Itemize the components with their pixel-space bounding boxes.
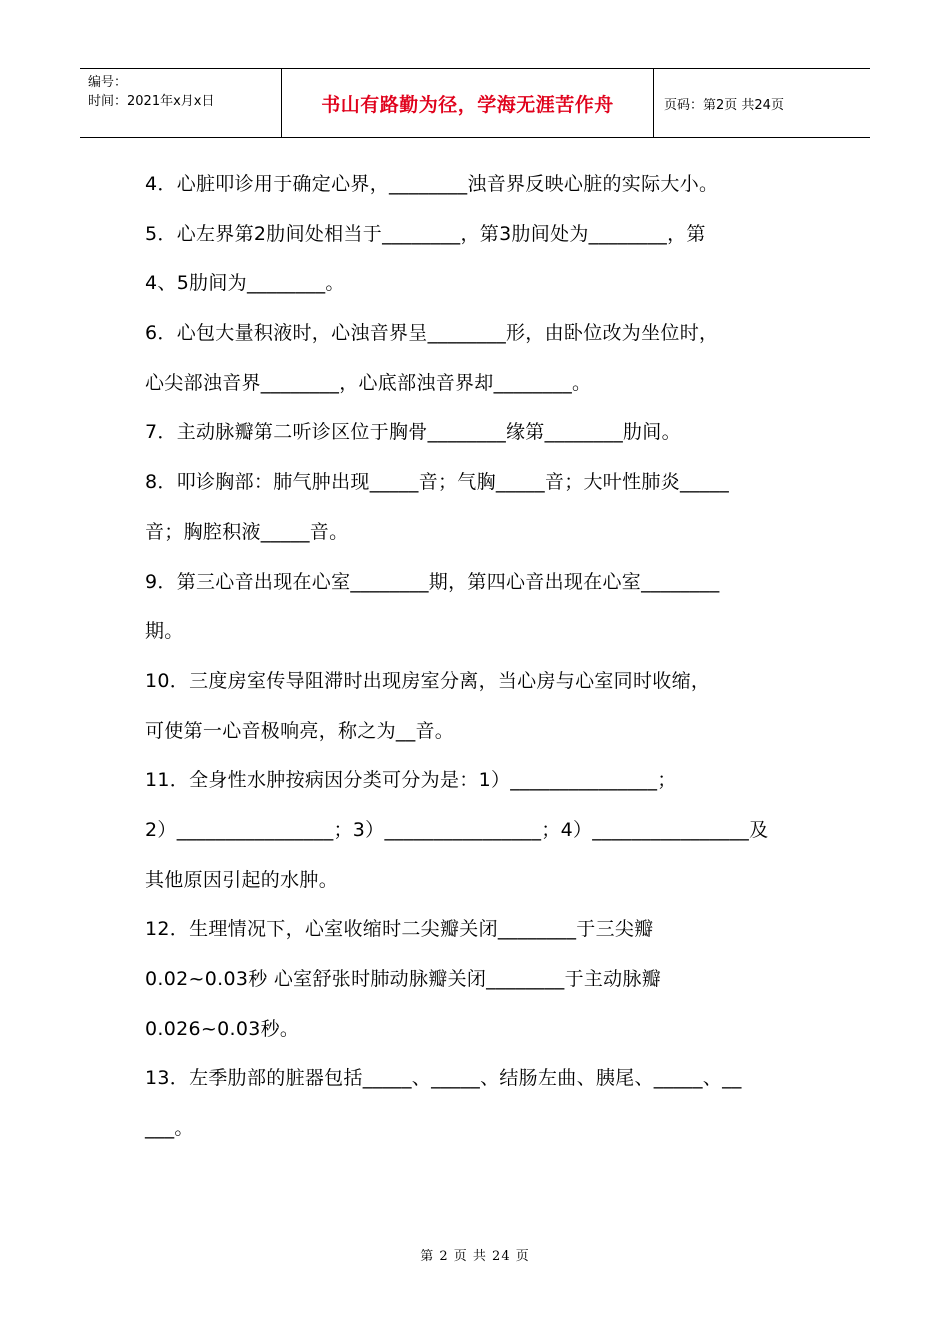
page-footer: 第 2 页 共 24 页 (420, 1249, 530, 1264)
text-line: 7．主动脉瓣第二听诊区位于胸骨________缘第________肋间。 (145, 421, 681, 444)
text-line: 10．三度房室传导阻滞时出现房室分离，当心房与心室同时收缩， (145, 669, 711, 692)
text-line: 期。 (145, 620, 184, 643)
text-line: 5．心左界第2肋间处相当于________，第3肋间处为________，第 (145, 222, 706, 245)
text-line: 9．第三心音出现在心室________期，第四心音出现在心室________ (145, 570, 720, 593)
text-line: 音；胸腔积液_____音。 (145, 520, 349, 543)
text-line: 其他原因引起的水肿。 (145, 868, 339, 891)
text-line: 可使第一心音极响亮，称之为__音。 (145, 719, 455, 742)
text-line: 12．生理情况下，心室收缩时二尖瓣关闭________于三尖瓣 (145, 918, 654, 941)
text-line: 4、5肋间为________。 (145, 272, 345, 295)
text-line: 4．心脏叩诊用于确定心界，________浊音界反映心脏的实际大小。 (145, 173, 719, 195)
text-line: 6．心包大量积液时，心浊音界呈________形，由卧位改为坐位时， (145, 322, 719, 345)
text-line: 0.026~0.03秒。 (145, 1017, 300, 1040)
question-content (145, 160, 825, 1154)
header-slogan-cell (281, 69, 654, 137)
slogan: 书山有路勤为径，学海无涯苦作舟 (321, 93, 614, 116)
header-meta (80, 69, 281, 137)
document-header (80, 68, 870, 138)
number-label: 编号： (88, 75, 128, 90)
text-line: 0.02~0.03秒 心室舒张时肺动脉瓣关闭________于主动脉瓣 (145, 968, 662, 990)
header-page-code-cell (654, 69, 870, 137)
date-label: 时间：2021年x月x日 (88, 94, 215, 109)
text-line: 2）________________；3）________________；4）________________及 (145, 818, 769, 841)
text-line: ___。 (145, 1117, 194, 1140)
page-code: 页码：第2页 共24页 (664, 97, 784, 113)
text-line: 11．全身性水肿按病因分类可分为是：1）_______________； (145, 769, 677, 792)
text-line: 心尖部浊音界________，心底部浊音界却________。 (145, 371, 592, 394)
text-line: 8．叩诊胸部：肺气肿出现_____音；气胸_____音；大叶性肺炎_____ (145, 471, 729, 494)
text-line: 13．左季肋部的脏器包括_____、_____、结肠左曲、胰尾、_____、__ (145, 1067, 742, 1090)
